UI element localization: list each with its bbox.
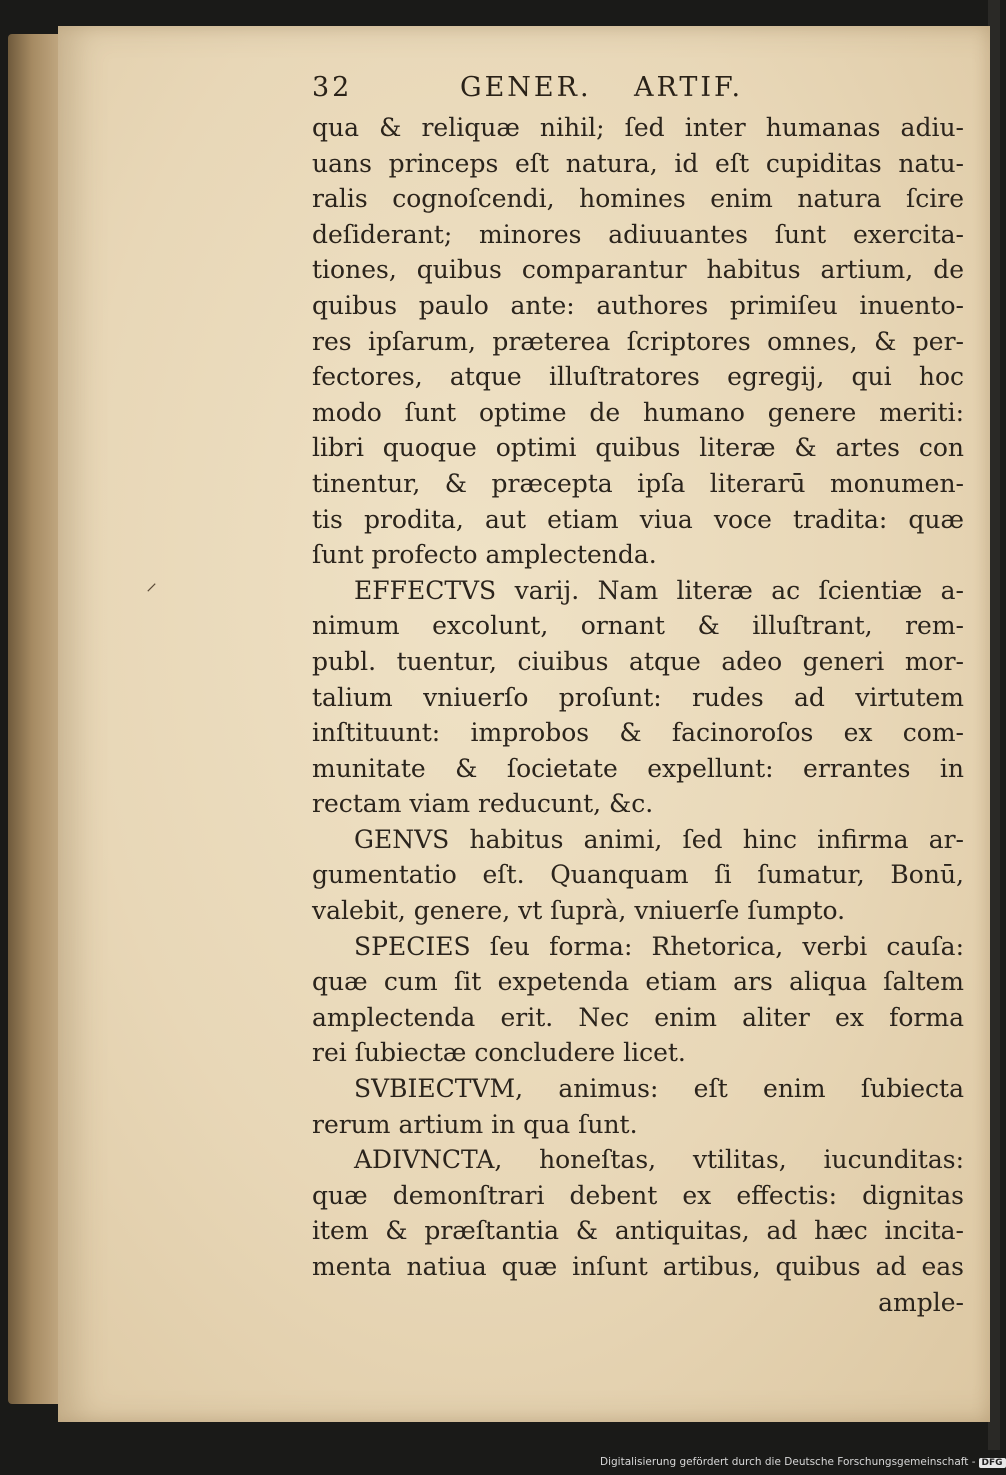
text-line: rectam viam reducunt, &c. (312, 789, 654, 819)
header-right-title: ARTIF. (634, 72, 744, 103)
text-line: menta natiua quæ inſunt artibus, quibus ad eas (312, 1252, 964, 1281)
text-line: fectores, atque illuſtratores egregij, qui hoc (312, 362, 964, 392)
text-line: ADIVNCTA, honeſtas, vtilitas, iucunditas: (354, 1145, 964, 1175)
text-line: deſiderant; minores adiuuantes ſunt exercita- (312, 219, 964, 249)
body-text (312, 110, 964, 1320)
text-line: amplectenda erit. Nec enim aliter ex forma (312, 1002, 964, 1032)
text-line: SPECIES ſeu forma: Rhetorica, verbi cauſa: (354, 931, 964, 961)
text-line: tiones, quibus comparantur habitus artium, de (312, 255, 964, 285)
text-line: SVBIECTVM, animus: eſt enim ſubiecta (354, 1074, 964, 1104)
text-line: libri quoque optimi quibus literæ & artes con (312, 433, 964, 463)
text-line: GENVS habitus animi, ſed hinc infirma ar- (354, 824, 964, 854)
text-line: gumentatio eſt. Quanquam ſi ſumatur, Bonū, (312, 860, 964, 890)
header-left-title: GENER. (460, 72, 592, 103)
text-line: tis prodita, aut etiam viua voce tradita: quæ (312, 504, 964, 534)
text-line: qua & reliquæ nihil; ſed inter humanas adiu- (312, 113, 964, 142)
text-line: uans princeps eſt natura, id eſt cupiditas natu- (312, 148, 964, 178)
text-line: inſtituunt: improbos & facinoroſos ex com- (312, 718, 964, 748)
credit-text: Digitalisierung gefördert durch die Deutsche Forschungsgemeinschaft - (600, 1456, 976, 1468)
text-line: nimum excolunt, ornant & illuſtrant, rem- (312, 611, 964, 641)
text-line: rei ſubiectæ concludere licet. (312, 1038, 686, 1068)
digitization-credit (600, 1456, 1003, 1472)
margin-mark: ⸍ (146, 580, 158, 605)
text-line: rerum artium in qua ſunt. (312, 1109, 638, 1139)
text-line: ralis cognoſcendi, homines enim natura ſcire (312, 184, 964, 214)
text-line: quæ demonſtrari debent ex effectis: dignitas (312, 1180, 964, 1210)
text-line: tinentur, & præcepta ipſa literarū monumen- (312, 468, 964, 498)
page-number: 32 (312, 72, 353, 103)
text-line: item & præſtantia & antiquitas, ad hæc incita- (312, 1216, 964, 1246)
text-line: modo ſunt optime de humano genere meriti: (312, 397, 964, 427)
text-line: quæ cum ſit expetenda etiam ars aliqua ſaltem (312, 967, 964, 997)
dfg-logo: DFG (979, 1458, 1006, 1468)
text-line: ſunt profecto amplectenda. (312, 540, 657, 570)
text-line: res ipſarum, præterea ſcriptores omnes, & per- (312, 326, 964, 356)
catchword: ample- (878, 1287, 964, 1317)
text-line: valebit, genere, vt ſuprà, vniuerſe ſumpto. (312, 896, 846, 926)
running-header (312, 72, 952, 112)
text-line: EFFECTVS varij. Nam literæ ac ſcientiæ a- (354, 575, 964, 605)
text-line: munitate & ſocietate expellunt: errantes in (312, 753, 964, 783)
text-line: quibus paulo ante: authores primiſeu inuento- (312, 290, 964, 320)
text-line: talium vniuerſo proſunt: rudes ad virtutem (312, 682, 964, 712)
text-line: publ. tuentur, ciuibus atque adeo generi mor- (312, 646, 964, 676)
